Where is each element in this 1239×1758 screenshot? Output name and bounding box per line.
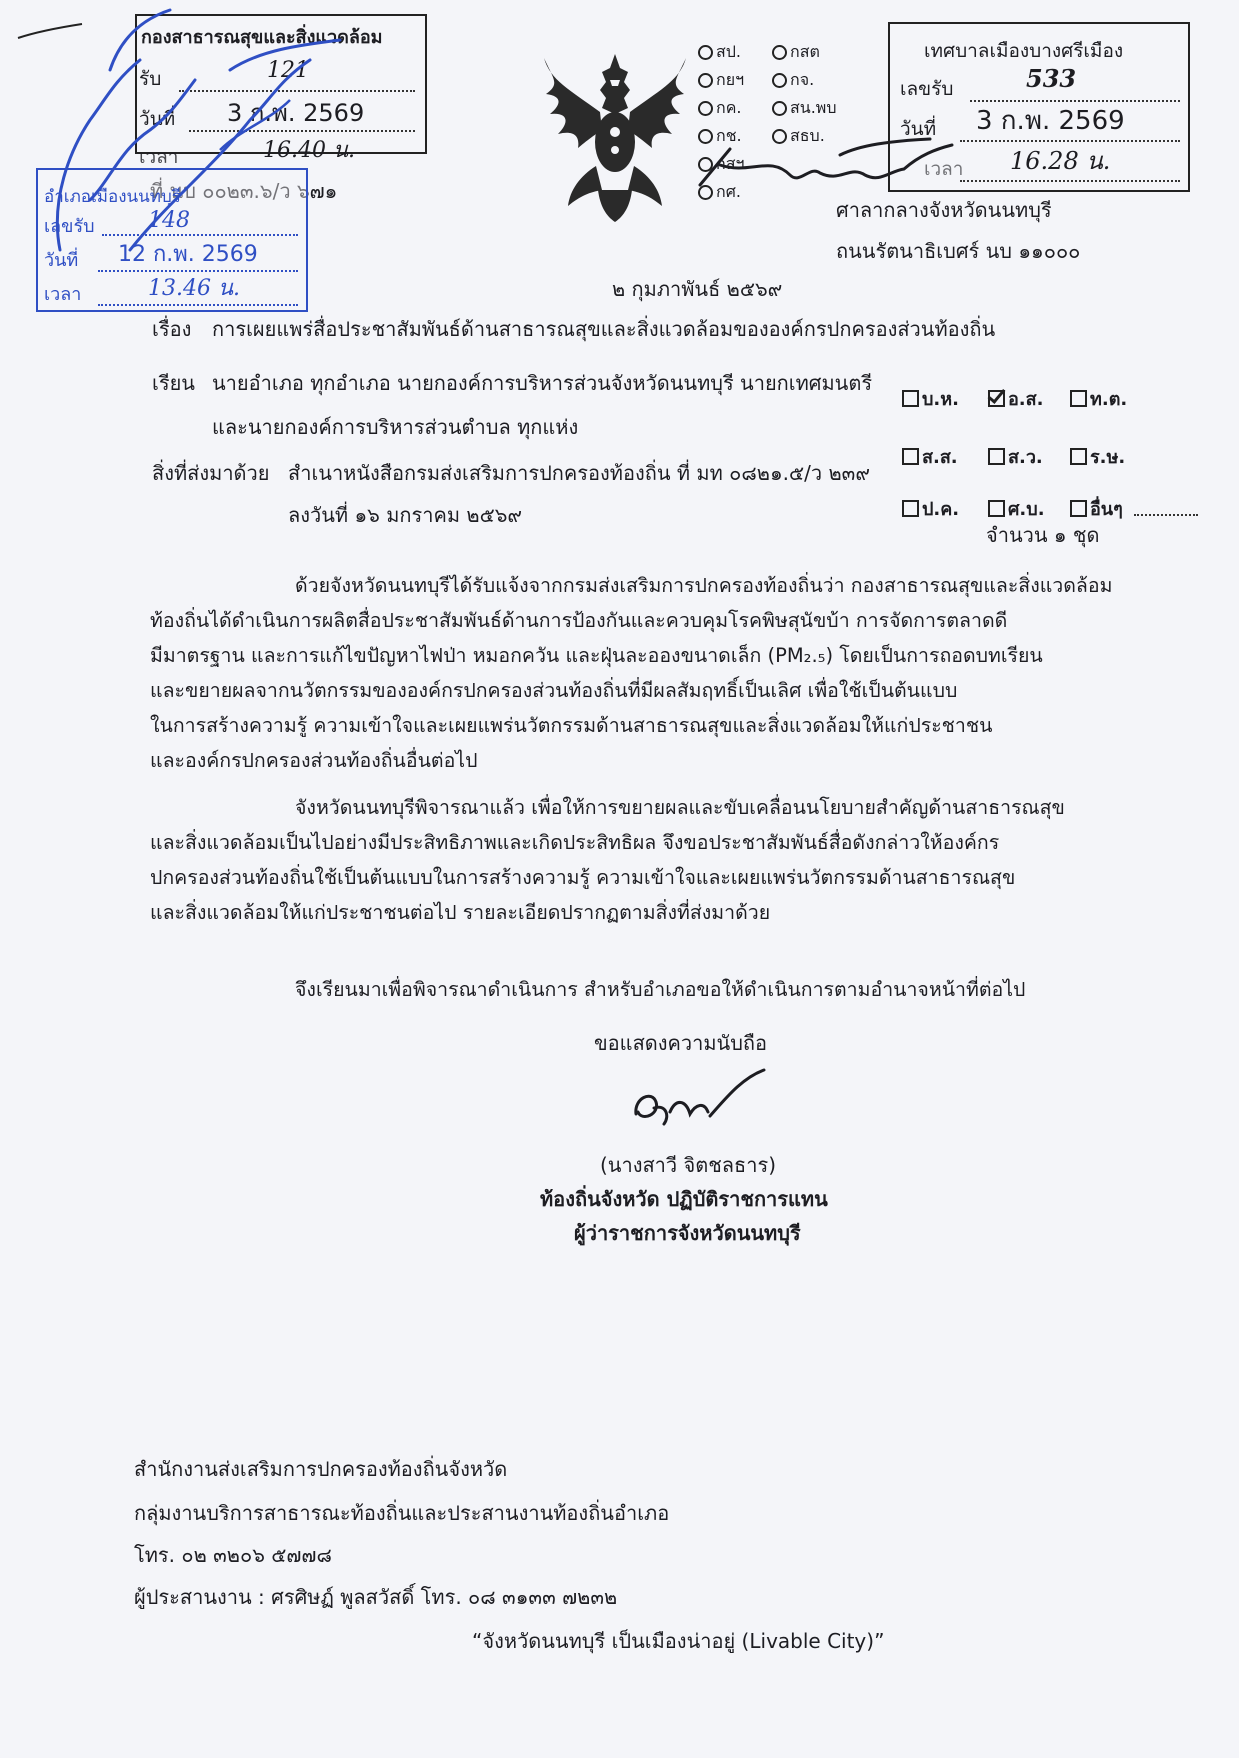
- municipality-stamp-recv-label: เลขรับ: [900, 78, 954, 100]
- enclosure-line-1: สำเนาหนังสือกรมส่งเสริมการปกครองท้องถิ่น ที่ มท ๐๘๒๑.๕/ว ๒๓๙: [288, 461, 870, 485]
- stamp-time-value: 16.40 น.: [263, 138, 356, 163]
- document-date: ๒ กุมภาพันธ์ ๒๕๖๙: [612, 277, 783, 301]
- stamp-recv-label: รับ: [139, 68, 162, 90]
- document-number: ที่ นบ ๐๐๒๓.๖/ว ๖๗๑: [150, 179, 338, 203]
- signature: [630, 1068, 770, 1138]
- subject-label: เรื่อง: [152, 317, 192, 341]
- dept-checkbox-checked[interactable]: อ.ส.: [988, 384, 1043, 413]
- municipality-stamp-title: เทศบาลเมืองบางศรีเมือง: [924, 40, 1124, 62]
- body-paragraph-2: จังหวัดนนทบุรีพิจารณาแล้ว เพื่อให้การขยายผลและขับเคลื่อนนโยบายสำคัญด้านสาธารณสุข และสิ่งแวดล้อมเป็นไปอย่างมีประสิทธิภาพและเกิดประสิทธิผล จึงขอประชาสัมพันธ์สื่อดังกล่าวให้องค์กร ปกครองส่วนท้องถิ่นใช้เป็นต้นแบบในการสร้างความรู้ ความเข้าใจและเผยแพร่นวัตกรรมด้านสาธารณสุข และสิ่งแวดล้อมให้แก่ประชาชนต่อไป รายละเอียดปรากฏตามสิ่งที่ส่งมาด้วย: [150, 796, 1065, 924]
- dept-checkbox[interactable]: ส.ส.: [902, 442, 958, 471]
- stamp-date-value: 3 ก.พ. 2569: [227, 99, 365, 127]
- stamp-date-label: วันที่: [139, 108, 176, 130]
- signatory-title-1: ท้องถิ่นจังหวัด ปฏิบัติราชการแทน: [540, 1187, 828, 1211]
- routing-option[interactable]: สธบ.: [772, 124, 825, 149]
- enclosure-label: สิ่งที่ส่งมาด้วย: [152, 461, 270, 485]
- stamp-time-label: เวลา: [139, 146, 179, 168]
- office-address: ถนนรัตนาธิเบศร์ นบ ๑๑๐๐๐: [836, 239, 1081, 263]
- footer-group: กลุ่มงานบริการสาธารณะท้องถิ่นและประสานงานท้องถิ่นอำเภอ: [134, 1501, 670, 1525]
- routing-option[interactable]: กสต: [772, 40, 820, 65]
- district-stamp-time-label: เวลา: [44, 284, 82, 305]
- routing-option[interactable]: กช.: [698, 124, 742, 149]
- addressee-line-1: นายอำเภอ ทุกอำเภอ นายกองค์การบริหารส่วนจังหวัดนนทบุรี นายกเทศมนตรี: [212, 371, 873, 395]
- office-name: ศาลากลางจังหวัดนนทบุรี: [836, 198, 1052, 222]
- enclosure-quantity: จำนวน ๑ ชุด: [986, 523, 1100, 547]
- municipality-stamp-date-label: วันที่: [900, 118, 937, 140]
- dept-checkbox[interactable]: ท.ต.: [1070, 384, 1127, 413]
- addressee-label: เรียน: [152, 371, 195, 395]
- signatory-name: (นางสาวี จิตชลธาร): [600, 1153, 777, 1177]
- district-stamp-recv-value: 148: [148, 208, 190, 233]
- addressee-line-2: และนายกองค์การบริหารส่วนตำบล ทุกแห่ง: [212, 415, 579, 439]
- routing-option[interactable]: กสฯ: [698, 152, 744, 177]
- dept-checkbox[interactable]: อื่นๆ: [1070, 494, 1123, 523]
- district-stamp-recv-label: เลขรับ: [44, 216, 95, 237]
- dept-checkbox[interactable]: บ.ห.: [902, 384, 959, 413]
- district-stamp-date-value: 12 ก.พ. 2569: [118, 242, 258, 267]
- routing-option[interactable]: สน.พบ: [772, 96, 837, 121]
- handwritten-mark: [16, 20, 86, 50]
- municipality-stamp-date-value: 3 ก.พ. 2569: [976, 106, 1125, 136]
- district-stamp-date-label: วันที่: [44, 250, 79, 271]
- closing-salutation: ขอแสดงความนับถือ: [594, 1031, 768, 1055]
- body-paragraph-3: จึงเรียนมาเพื่อพิจารณาดำเนินการ สำหรับอำเภอขอให้ดำเนินการตามอำนาจหน้าที่ต่อไป: [295, 978, 1026, 1001]
- receiving-stamp-municipality: [888, 22, 1190, 192]
- routing-option[interactable]: สป.: [698, 40, 741, 65]
- body-paragraph-1: ด้วยจังหวัดนนทบุรีได้รับแจ้งจากกรมส่งเสริมการปกครองท้องถิ่นว่า กองสาธารณสุขและสิ่งแวดล้อม ท้องถิ่นได้ดำเนินการผลิตสื่อประชาสัมพันธ์ด้านการป้องกันและควบคุมโรคพิษสุนัขบ้า การจัดการตลาดดี มีมาตรฐาน และการแก้ไขปัญหาไฟป่า หมอกควัน และฝุ่นละอองขนาดเล็ก (PM₂.₅) โดยเป็นการถอดบทเรียน และขยายผลจากนวัตกรรมขององค์กรปกครองส่วนท้องถิ่นที่มีผลสัมฤทธิ์เป็นเลิศ เพื่อใช้เป็นต้นแบบ ในการสร้างความรู้ ความเข้าใจและเผยแพร่นวัตกรรมด้านสาธารณสุขและสิ่งแวดล้อมให้แก่ประชาชน และองค์กรปกครองส่วนท้องถิ่นอื่นต่อไป: [150, 574, 1113, 772]
- municipality-stamp-recv-value: 533: [1026, 64, 1077, 93]
- subject-text: การเผยแพร่สื่อประชาสัมพันธ์ด้านสาธารณสุขและสิ่งแวดล้อมขององค์กรปกครองส่วนท้องถิ่น: [212, 317, 996, 341]
- footer-phone: โทร. ๐๒ ๓๒๐๖ ๕๗๗๘: [134, 1543, 332, 1567]
- dept-checkbox[interactable]: ร.ษ.: [1070, 442, 1125, 471]
- routing-option[interactable]: กจ.: [772, 68, 814, 93]
- stamp-recv-value: 121: [267, 58, 309, 83]
- garuda-emblem-icon: [540, 50, 690, 225]
- footer-coordinator: ผู้ประสานงาน : ศรศิษฏ์ พูลสวัสดิ์ โทร. ๐๘ ๓๑๓๓ ๗๒๓๒: [134, 1585, 618, 1609]
- routing-option[interactable]: กค.: [698, 96, 741, 121]
- routing-option[interactable]: กยฯ: [698, 68, 744, 93]
- footer-office: สำนักงานส่งเสริมการปกครองท้องถิ่นจังหวัด: [134, 1457, 508, 1481]
- enclosure-line-2: ลงวันที่ ๑๖ มกราคม ๒๕๖๙: [288, 503, 523, 527]
- district-stamp-time-value: 13.46 น.: [148, 276, 241, 301]
- dept-checkbox[interactable]: ป.ค.: [902, 494, 959, 523]
- district-stamp-title: อำเภอเมืองนนทบุรี: [44, 187, 181, 207]
- signatory-title-2: ผู้ว่าราชการจังหวัดนนทบุรี: [574, 1221, 801, 1245]
- municipality-stamp-time-label: เวลา: [924, 158, 964, 180]
- stamp-title: กองสาธารณสุขและสิ่งแวดล้อม: [141, 27, 383, 48]
- routing-option[interactable]: กศ.: [698, 180, 741, 205]
- footer-slogan: “จังหวัดนนทบุรี เป็นเมืองน่าอยู่ (Livable City)”: [472, 1629, 885, 1653]
- dept-checkbox[interactable]: ศ.บ.: [988, 494, 1045, 523]
- municipality-stamp-time-value: 16.28 น.: [1010, 147, 1111, 175]
- dept-checkbox[interactable]: ส.ว.: [988, 442, 1043, 471]
